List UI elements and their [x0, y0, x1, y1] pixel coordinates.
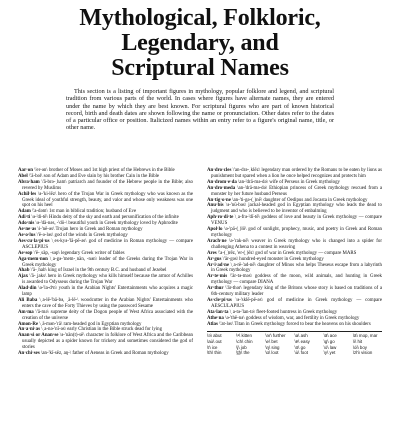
entry-headword: Ata·lan·ta: [207, 309, 229, 315]
entry-headword: Abra·ham: [18, 179, 40, 185]
pronunciation-key-item: \ä\ mop, mar: [352, 333, 378, 339]
entry-definition: \'ē-ˌsäp, -səp\ legendary Greek writer of fables: [33, 250, 125, 256]
dictionary-entry: [207, 274, 382, 286]
entry-definition: \ə-'pä-(ˌ)lō\ god of sunlight, prophecy, music, and poetry in Greek and Roman mythology: [211, 227, 382, 238]
pronunciation-key-item: \zh\ vision: [352, 350, 373, 356]
pronunciation-key-item: \ȯ\ law: [323, 344, 337, 350]
entry-definition: \'ä-mə\ supreme deity of the Dogon people of West Africa associated with the creation of the universe: [22, 309, 193, 321]
pronunciation-key-item: \g\ go: [323, 339, 335, 345]
entry-definition: \ˌa-nə-'nī-əs\ early Christian in the Bible struck dead for lying: [41, 327, 163, 333]
entry-definition: \'ā-bəl\ son of Adam and Eve slain by his brother Cain in the Bible: [29, 173, 160, 179]
entry-definition: \'ā-ˌhab\ king of Israel in the 9th century B.C. and husband of Jezebel: [30, 268, 167, 274]
entry-definition: \ˌa-tə-'lan-tə\ fleet-footed huntress in Greek mythology: [229, 309, 338, 315]
pronunciation-key-item: \ch\ chin: [236, 339, 253, 345]
entry-headword: Anu·bis: [207, 203, 224, 209]
entry-headword: Aga·mem·non: [18, 256, 48, 262]
pronunciation-key-item: \ā\ ace: [323, 333, 337, 339]
dictionary-entry: [18, 239, 193, 251]
entry-definition: \ə-'nän(t)-sē\ character in folklore of West Africa and the Caribbean usually depicted as a spider known for trickery and sometimes considered the god of stories: [22, 333, 193, 351]
entries-columns: [18, 168, 382, 357]
entry-definition: \'ā-ˌjaks\ hero in Greek mythology who kills himself because the armor of Achilles is awarded to Odysseus during the Trojan War: [22, 274, 193, 286]
entry-definition: \ˌa-frə-'dī-tē\ goddess of love and beauty in Greek mythology — compare VENUS: [211, 215, 382, 227]
entry-definition: \i-'nē-əs\ Trojan hero in Greek and Roman mythology: [37, 227, 143, 233]
dictionary-entry: [207, 286, 382, 298]
entry-headword: Ar·i·ad·ne: [207, 262, 230, 268]
title-line: Scriptural Names: [111, 55, 289, 81]
entry-definition: \'ā-brə-ˌham\ patriarch and founder of the Hebrew people in the Bible; also revered by Muslims: [22, 179, 193, 191]
entry-headword: Ajax: [18, 274, 29, 280]
dictionary-entry: [18, 257, 193, 269]
entry-headword: Adam: [18, 209, 31, 215]
entry-headword: Ae·o·lus: [18, 232, 36, 238]
entry-definition: \'at-ləs\ Titan in Greek mythology forced to bear the heavens on his shoulders: [219, 321, 371, 327]
pronunciation-key-item: \au̇\ out: [207, 339, 222, 345]
entry-headword: Aph·ro·di·te: [207, 215, 234, 221]
entry-headword: An·dro·cles: [207, 168, 232, 173]
entry-headword: Ali Baba: [18, 297, 38, 303]
entry-definition: \an-'drä-mə-də\ Ethiopian princess of Greek mythology rescued from a monster by her future husband Perseus: [211, 185, 382, 197]
entry-headword: Adi·ti: [18, 215, 31, 221]
entry-headword: Ar·gus: [207, 256, 222, 262]
intro-paragraph: This section is a listing of important figures in mythology, popular folklore and legend, and scriptural tradition from various parts of the world. In cases where figures have alternate names, they are entered under the name by which they are best known. For scriptural figures who are part of known historical record, birth and death dates are shown following the name or pronunciation. Other dates refer to the dates of a particular office or position. Italicized names within an entry refer to a figure's original name, title, or other name.: [66, 88, 334, 132]
pronunciation-key-item: \e\ bet: [265, 339, 278, 345]
entry-definition: \ə-'di-tē\ Hindu deity of the sky and earth and personification of the infinite: [31, 215, 179, 221]
dictionary-entry: [207, 203, 382, 215]
entry-definition: \'är-tə-məs\ goddess of the moon, wild animals, and hunting in Greek mythology — compare DIANA: [211, 274, 382, 286]
entry-headword: An·chi·ses: [18, 351, 40, 357]
entry-definition: \'är-gəs\ hundred-eyed monster in Greek mythology: [222, 256, 324, 262]
pronunciation-key-item: \th\ thin: [207, 350, 222, 356]
right-entries: [207, 168, 382, 327]
dictionary-entry: [207, 263, 382, 275]
pronunciation-key: [207, 331, 382, 355]
entry-definition: \'er-ən\ brother of Moses and 1st high priest of the Hebrews in the Bible: [34, 168, 175, 173]
page-title: [18, 0, 382, 81]
dictionary-entry: [207, 186, 382, 198]
left-column: [18, 168, 193, 357]
pronunciation-key-item: \ᵊ\ kitten: [236, 333, 252, 339]
entry-headword: Am·ma: [18, 309, 34, 315]
entry-headword: An·drom·e·da: [207, 179, 237, 185]
entry-definition: \ˌes-kyə-'lā-pē-əs\ god of medicine in Roman mythology — compare ASCLEPIUS: [22, 238, 193, 250]
title-line: Legendary, and: [121, 30, 279, 56]
right-column: [207, 168, 382, 357]
entry-headword: Aes·cu·la·pi·us: [18, 238, 50, 244]
entry-definition: \an-'drä-mə-də\ wife of Perseus in Greek mythology: [238, 179, 340, 185]
entry-headword: Anan·si or Anan·se: [18, 333, 59, 339]
pronunciation-key-item: \a\ ash: [294, 333, 308, 339]
pronunciation-key-item: \ē\ easy: [294, 339, 310, 345]
dictionary-entry: [18, 192, 193, 210]
entry-definition: \ə-'sklē-pē-əs\ god of medicine in Greek mythology — compare AESCULAPIUS: [211, 297, 382, 309]
entry-headword: Aar·on: [18, 168, 33, 173]
dictionary-entry: [18, 286, 193, 298]
entry-definition: \ə-'nü-bəs\ jackal-headed god in Egyptian mythology who leads the dead to judgment and who is believed to be inventor of embalming: [211, 203, 382, 215]
dictionary-entry: [18, 310, 193, 322]
pronunciation-key-item: \u̇\ foot: [294, 350, 308, 356]
entry-headword: Ares: [207, 250, 217, 256]
entry-headword: Atlas: [207, 321, 218, 327]
pronunciation-key-item: \ī\ ice: [207, 344, 218, 350]
dictionary-entry: [18, 333, 193, 351]
entry-definition: \ə-'ki-lēz\ hero of the Trojan War in Greek mythology who was known as the Greek ideal of youthful strength, beauty, and valor and whose only weakness was one spot on his heel: [22, 191, 193, 209]
entry-headword: An·dro·meda: [207, 185, 236, 191]
entry-headword: As·cle·pi·us: [207, 297, 232, 303]
entry-headword: Arach·ne: [207, 238, 227, 244]
entry-definition: \ə-'rak-nē\ weaver in Greek mythology who is changed into a spider for challenging Athena to a contest in weaving: [211, 238, 382, 250]
entry-definition: \ˌa-lē-'bä-bə, ˌä-lē-\ woodcutter in the Arabian Nights' Entertainments who enters the cave of the Forty Thieves by using the password Sesame: [22, 297, 193, 309]
dictionary-entry: [18, 274, 193, 286]
dictionary-entry: [207, 298, 382, 310]
dictionary-entry: [207, 227, 382, 239]
entry-definition: \'a-dəm\ 1st man in biblical tradition; husband of Eve: [32, 209, 137, 215]
pronunciation-key-item: \i\ hit: [352, 339, 363, 345]
entry-headword: Ar·thur: [207, 286, 224, 292]
entry-definition: \ə-'la-dᵊn\ youth in the Arabian Nights' Entertainments who acquires a magic lamp: [22, 286, 193, 298]
pronunciation-key-item: \ü\ loot: [265, 350, 279, 356]
entry-headword: Ahab: [18, 268, 30, 274]
entry-headword: An·tig·o·ne: [207, 197, 231, 203]
entry-headword: Alad·din: [18, 286, 37, 292]
dictionary-entry: [207, 322, 382, 328]
entry-headword: Ae·sop: [18, 250, 33, 256]
entry-headword: Amon-Re: [18, 321, 39, 327]
entry-definition: \ˌa-gə-'mem-ˌnän, -nən\ leader of the Greeks during the Trojan War in Greek mythology: [22, 256, 193, 268]
pronunciation-key-item: \t͟h\ the: [236, 350, 250, 356]
dictionary-entry: [207, 168, 382, 180]
title-line: Mythological, Folkloric,: [79, 5, 321, 31]
entry-definition: \ˌä-mən-'rā\ ram-headed god in Egyptian mythology: [39, 321, 142, 327]
pronunciation-key-item: \ȯi\ boy: [352, 344, 367, 350]
dictionary-entry: [207, 239, 382, 251]
pronunciation-key-item: \ŋ\ sing: [265, 344, 280, 350]
entry-definition: \'an-drə-ˌklēz\ legendary man ordered by the Romans to be eaten by lions as punishment but spared when a lion he once helped recognizes and protects him: [211, 168, 382, 179]
entry-definition: \ə-'thē-nə\ goddess of wisdom, war, and fertility in Greek mythology: [225, 315, 360, 321]
pronunciation-key-item: \y\ yet: [323, 350, 336, 356]
dictionary-entry: [18, 180, 193, 192]
pronunciation-key-item: \ə\ abut: [207, 333, 222, 339]
entry-headword: Athe·na: [207, 315, 224, 321]
entry-headword: Ae·ne·as: [18, 227, 37, 233]
entry-definition: \'är-thər\ legendary king of the Britons whose story is based on traditions of a 6th-century military leader: [211, 286, 382, 298]
dictionary-entry: [207, 215, 382, 227]
entry-definition: \'ē-ə-ləs\ god of the winds in Greek mythology: [36, 232, 128, 238]
entry-headword: Achil·les: [18, 191, 37, 197]
dictionary-entry: [18, 298, 193, 310]
entry-headword: An·a·ni·as: [18, 327, 41, 333]
entry-headword: Apol·lo: [207, 227, 223, 233]
entry-definition: \'a-(ˌ)rēz, 'er-(ˌ)ēz\ god of war in Greek mythology — compare MARS: [217, 250, 357, 256]
dictionary-entry: [18, 351, 193, 357]
entry-definition: \an-'kī-sēz, aŋ-\ father of Aeneas in Greek and Roman mythology: [40, 351, 169, 357]
entry-headword: Ado·nis: [18, 221, 35, 227]
entry-definition: \ˌa-rē-'ad-nē\ daughter of Minos who helps Theseus escape from a labyrinth in Greek mythology: [211, 262, 382, 274]
entry-definition: \an-'ti-gə-(ˌ)nē\ daughter of Oedipus and Jocasta in Greek mythology: [232, 197, 368, 203]
entry-headword: Ar·te·mis: [207, 274, 228, 280]
pronunciation-key-item: \ō\ go: [294, 344, 306, 350]
entry-headword: Abel: [18, 173, 28, 179]
entry-definition: \ə-'dä-nəs, -'dō-\ beautiful youth in Greek mythology loved by Aphrodite: [35, 221, 178, 227]
pronunciation-key-item: \ər\ further: [265, 333, 286, 339]
pronunciation-key-item: \j\ job: [236, 344, 247, 350]
